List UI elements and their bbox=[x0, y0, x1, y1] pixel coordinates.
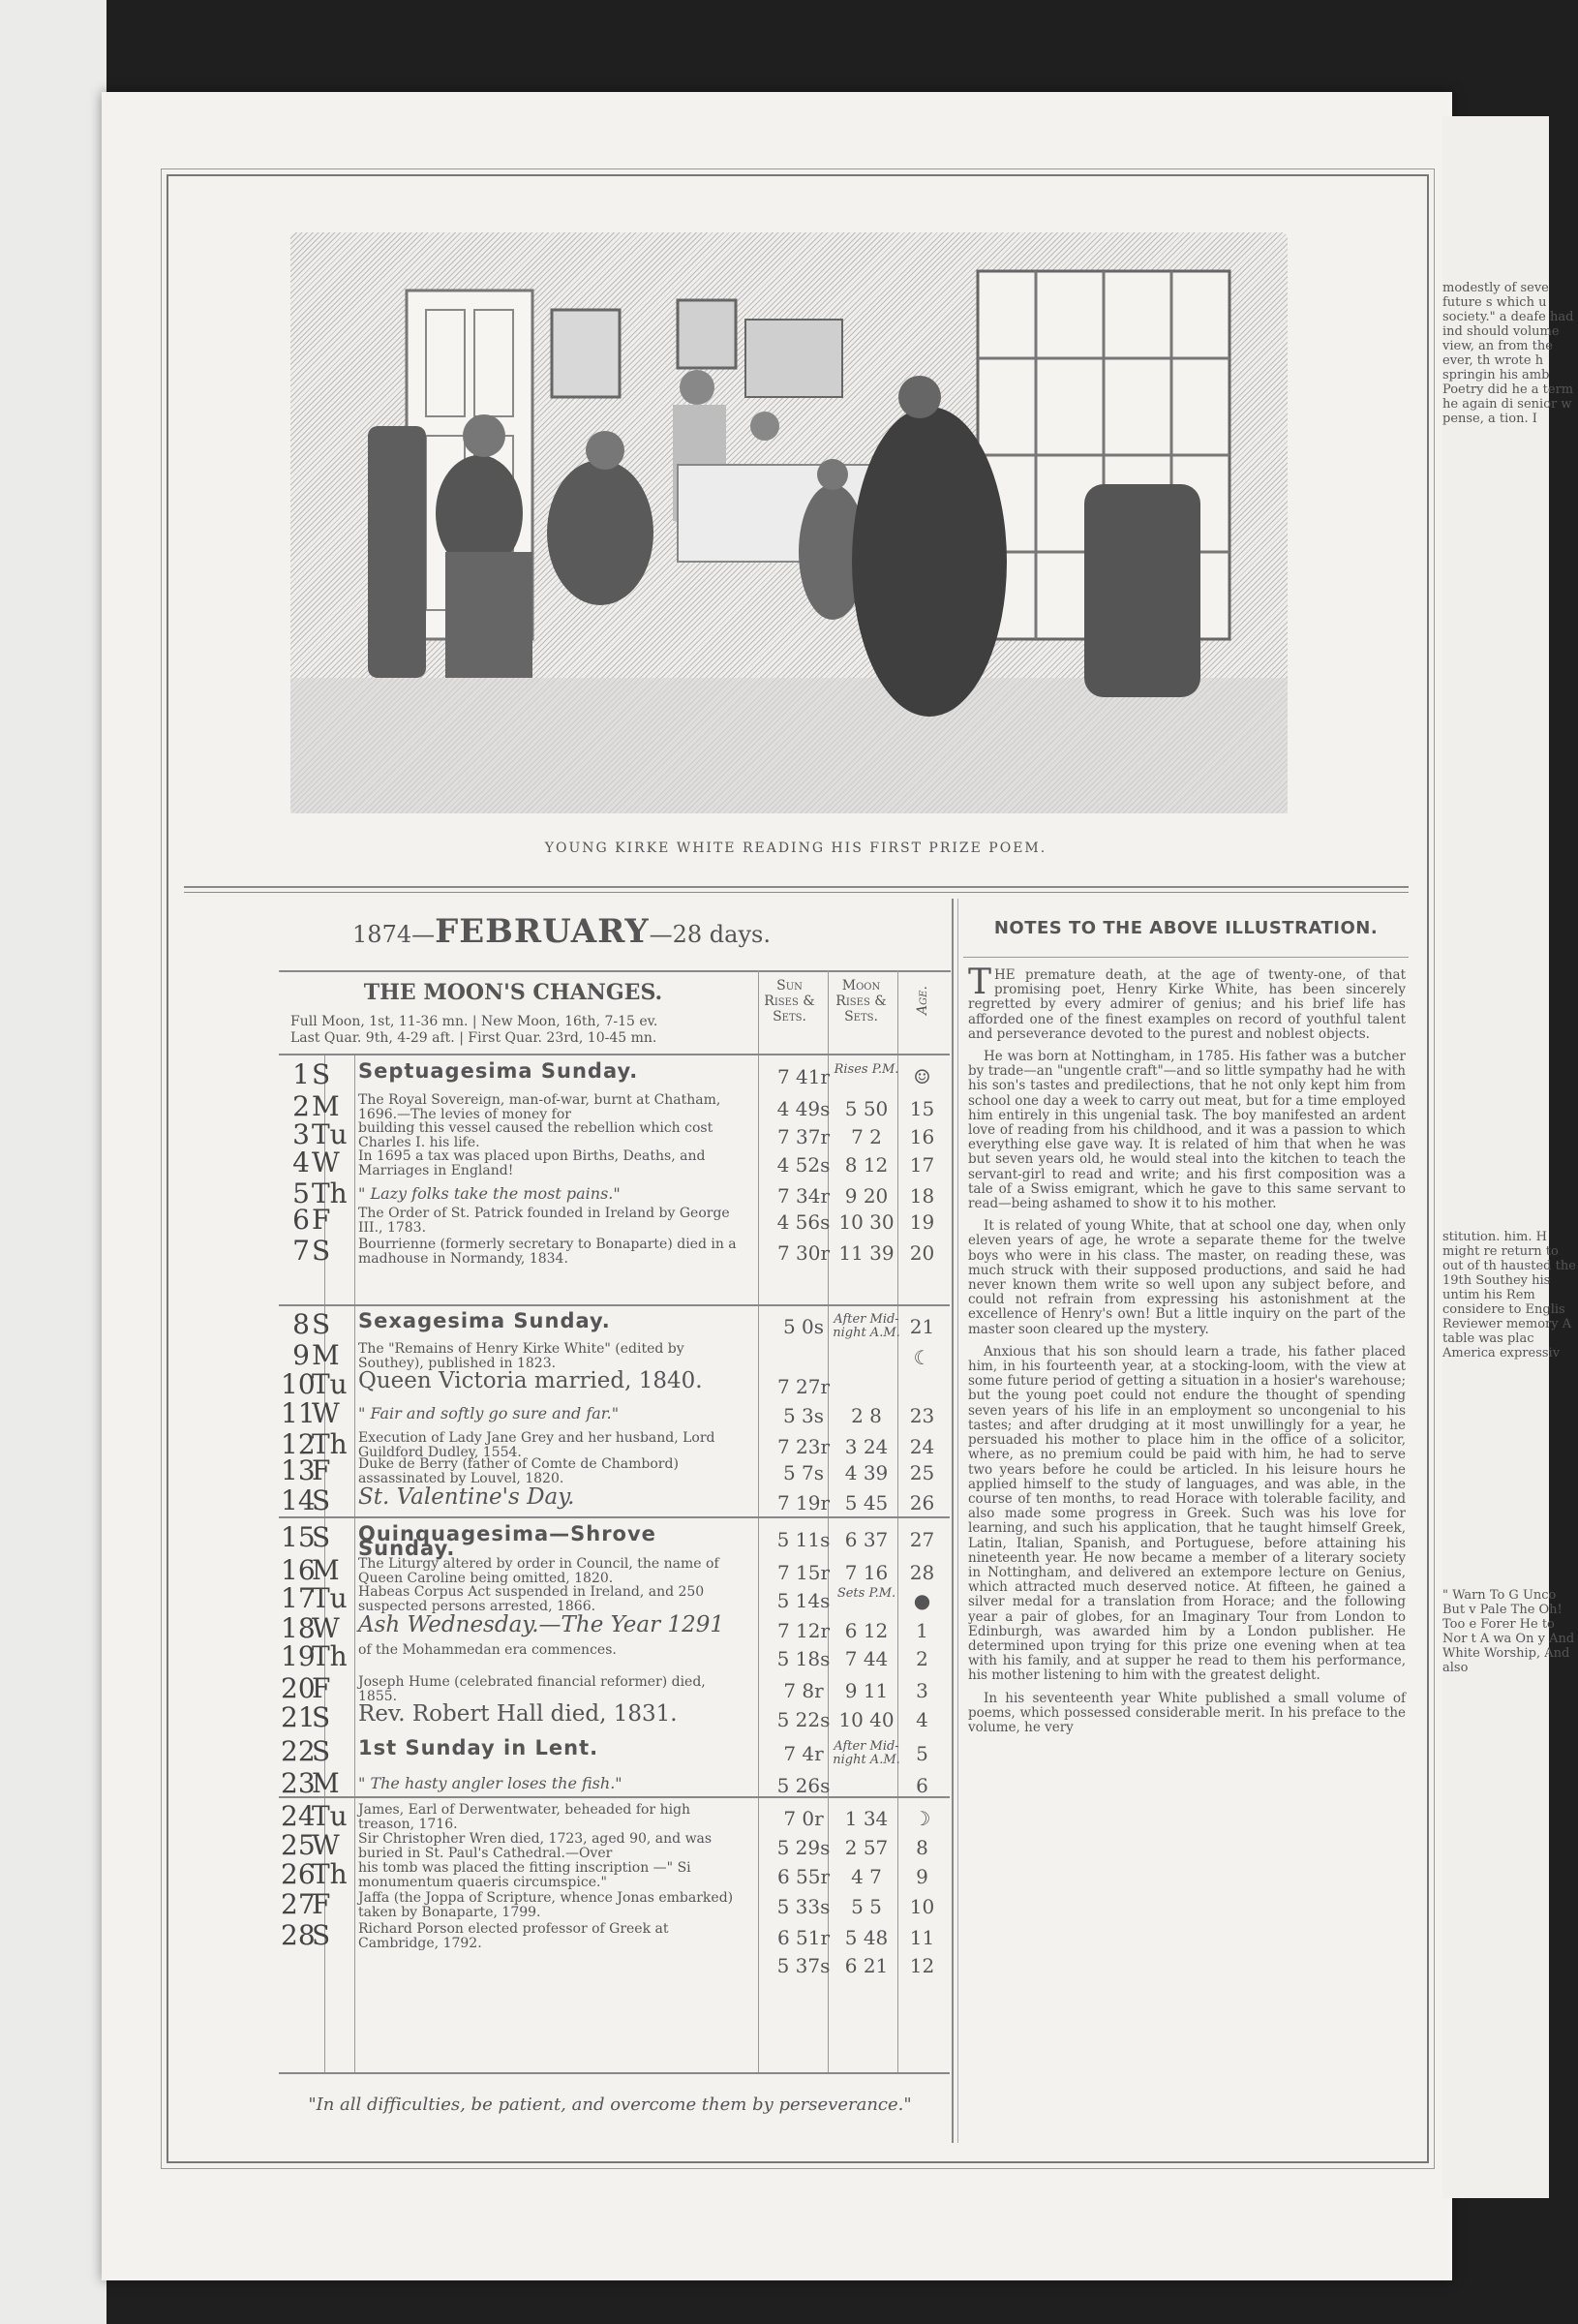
moon-time: 8 12 bbox=[844, 1153, 889, 1177]
event-text: The "Remains of Henry Kirke White" (edited by Southey), published in 1823. bbox=[358, 1341, 684, 1371]
day-number: 6 bbox=[292, 1204, 310, 1236]
calendar-row bbox=[281, 1701, 949, 1733]
moon-age: 25 bbox=[909, 1461, 935, 1484]
calendar-row bbox=[281, 1339, 949, 1371]
sun-time: 5 18s bbox=[776, 1647, 831, 1670]
sun-time: 5 14s bbox=[776, 1589, 831, 1612]
moon-age: 19 bbox=[909, 1210, 935, 1234]
calendar-row bbox=[281, 1858, 949, 1890]
calendar-row bbox=[281, 1829, 949, 1861]
event-text: Sexagesima Sunday. bbox=[358, 1309, 611, 1332]
sun-time: 7 41r bbox=[776, 1065, 831, 1088]
moon-time: 5 48 bbox=[844, 1926, 889, 1949]
moon-age: 28 bbox=[909, 1561, 935, 1584]
notes-paragraph-2: He was born at Nottingham, in 1785. His father was a butcher by trade—an "ungentle craft"—and so little sympathy had he with his son's tastes and predilections, that he not only kept him from school one day a week to carry out meat, but for a time employed him entirely in this ungenial task. The boy manifested an ardent love of reading from his childhood, and it was a passion to which everything else gave way. It is related of him that when he was but seven years old, he would steal into the kitchen to teach the servant-girl to read and write; and his first composition was a tale of a Swiss emigrant, which he gave to this same servant to read—being ashamed to show it to his mother. bbox=[968, 1049, 1406, 1212]
section-rule-thin bbox=[184, 892, 1409, 893]
moon-changes-heading: THE MOON'S CHANGES. bbox=[363, 980, 663, 1005]
column-divider-thin bbox=[957, 899, 958, 2143]
sun-time: 5 33s bbox=[776, 1895, 831, 1918]
sun-time: 7 15r bbox=[776, 1561, 831, 1584]
day-number: 15 bbox=[281, 1521, 316, 1553]
facing-page-text-middle: stitution. him. H might re return to out of th hausted the 19th Southey his untim his Rem considere to Englis Reviewer memory A table was plac America expressiv bbox=[1442, 1230, 1576, 1361]
calendar-motto: "In all difficulties, be patient, and overcome them by perseverance." bbox=[308, 2095, 912, 2115]
day-number: 5 bbox=[292, 1177, 310, 1209]
weekday: S bbox=[312, 1308, 331, 1340]
sun-time: 7 37r bbox=[776, 1125, 831, 1148]
moon-time: 5 5 bbox=[851, 1895, 882, 1918]
moon-age: 1 bbox=[916, 1619, 928, 1642]
weekday: F bbox=[312, 1888, 331, 1920]
moon-time: 9 11 bbox=[844, 1679, 889, 1702]
sun-time: 7 34r bbox=[776, 1184, 831, 1208]
sun-time: 4 52s bbox=[776, 1153, 831, 1177]
notes-text bbox=[968, 963, 1406, 1743]
sun-time: 5 22s bbox=[776, 1708, 831, 1731]
weekday: Tu bbox=[312, 1118, 348, 1150]
section-rule bbox=[184, 886, 1409, 888]
moon-time: 6 21 bbox=[844, 1954, 889, 1977]
day-number: 23 bbox=[281, 1767, 316, 1799]
weekday: Th bbox=[312, 1177, 348, 1209]
event-text: Joseph Hume (celebrated financial reformer) died, 1855. bbox=[358, 1674, 706, 1704]
facing-page-edge bbox=[1442, 116, 1576, 2198]
sun-time: 6 55r bbox=[776, 1865, 831, 1888]
facing-page-text-top: modestly of seve future s which u society." a deafe had ind should volume view, an from the ever, th wrote h springin his amb Poetry did he a term he again di senior w pense, a tion. I bbox=[1442, 281, 1574, 426]
event-text: his tomb was placed the fitting inscription —" Si monumentum quaeris circumspice." bbox=[358, 1860, 691, 1890]
moon-time: 7 44 bbox=[844, 1647, 889, 1670]
day-number: 28 bbox=[281, 1919, 316, 1951]
calendar-row bbox=[281, 1368, 949, 1400]
moon-age: 21 bbox=[909, 1315, 935, 1338]
moon-time: 4 39 bbox=[844, 1461, 889, 1484]
facing-page-text-lower: " Warn To G Unco But v Pale The Oh! Too e Forer He to Nor t A wa On y And White Worship, And also bbox=[1442, 1588, 1575, 1675]
event-text: In 1695 a tax was placed upon Births, Deaths, and Marriages in England! bbox=[358, 1148, 706, 1178]
calendar-row bbox=[281, 1950, 949, 1979]
moon-time: 2 57 bbox=[844, 1836, 889, 1859]
moon-time: 7 16 bbox=[844, 1561, 889, 1584]
event-text: Queen Victoria married, 1840. bbox=[358, 1368, 703, 1393]
day-number: 11 bbox=[281, 1397, 316, 1429]
calendar-row bbox=[281, 1582, 949, 1614]
sun-time: 7 0r bbox=[783, 1807, 824, 1830]
weekday: S bbox=[312, 1058, 331, 1090]
event-text: The Liturgy altered by order in Council, the name of Queen Caroline being omitted, 1820. bbox=[358, 1556, 719, 1586]
age-column-header: Age. bbox=[915, 986, 930, 1015]
day-number: 12 bbox=[281, 1428, 316, 1460]
calendar-row bbox=[281, 1919, 949, 1951]
moon-age: 24 bbox=[909, 1435, 935, 1458]
column-divider bbox=[952, 899, 954, 2143]
sun-time: 7 8r bbox=[783, 1679, 824, 1702]
moon-age: 18 bbox=[909, 1184, 935, 1208]
moon-time: After Mid- night A.M. bbox=[833, 1312, 900, 1340]
moon-age: 23 bbox=[909, 1404, 935, 1427]
moon-age: 20 bbox=[909, 1241, 935, 1265]
moon-column-header: Moon Rises & Sets. bbox=[835, 978, 887, 1024]
moon-time: 4 7 bbox=[851, 1865, 882, 1888]
calendar-row bbox=[281, 1454, 949, 1486]
event-text: St. Valentine's Day. bbox=[358, 1484, 575, 1510]
illustration-caption: YOUNG KIRKE WHITE READING HIS FIRST PRIZE POEM. bbox=[544, 841, 1047, 856]
moon-age: 12 bbox=[909, 1954, 935, 1977]
calendar-days: —28 days. bbox=[649, 921, 771, 948]
notes-paragraph-3: It is related of young White, that at school one day, when only eleven years of age, he wrote a separate theme for the twelve boys who were in his class. The master, on reading these, was much struck with their supposed productions, and said he had never known them write so well upon any subject before, and could not refrain from expressing his astonishment at the excellence of Henry's own! But a little inquiry on the part of the master soon cleared up the mystery. bbox=[968, 1218, 1406, 1337]
day-number: 10 bbox=[281, 1368, 316, 1400]
moon-time: 11 39 bbox=[838, 1241, 895, 1265]
event-text: " The hasty angler loses the fish." bbox=[358, 1774, 622, 1792]
weekday: W bbox=[312, 1612, 340, 1644]
sun-time: 7 27r bbox=[776, 1375, 831, 1398]
weekday: S bbox=[312, 1735, 331, 1767]
event-text: Septuagesima Sunday. bbox=[358, 1059, 639, 1083]
moon-age: ☺ bbox=[913, 1065, 931, 1088]
day-number: 27 bbox=[281, 1888, 316, 1920]
weekday: Tu bbox=[312, 1800, 348, 1832]
day-number: 18 bbox=[281, 1612, 316, 1644]
day-number: 20 bbox=[281, 1672, 316, 1704]
moon-time: Sets P.M. bbox=[836, 1586, 896, 1601]
day-number: 25 bbox=[281, 1829, 316, 1861]
weekday: W bbox=[312, 1397, 340, 1429]
calendar-row bbox=[281, 1118, 949, 1150]
calendar-row bbox=[281, 1612, 949, 1644]
sun-time: 5 29s bbox=[776, 1836, 831, 1859]
moon-age: 11 bbox=[909, 1926, 935, 1949]
sun-time: 4 56s bbox=[776, 1210, 831, 1234]
moon-time: 5 50 bbox=[844, 1097, 889, 1120]
weekday: W bbox=[312, 1829, 340, 1861]
day-number: 8 bbox=[292, 1308, 310, 1340]
day-number: 21 bbox=[281, 1701, 316, 1733]
notes-title: NOTES TO THE ABOVE ILLUSTRATION. bbox=[993, 918, 1379, 938]
weekday: W bbox=[312, 1147, 340, 1178]
moon-age: 17 bbox=[909, 1153, 935, 1177]
moon-time: 5 45 bbox=[844, 1491, 889, 1514]
sun-time: 5 26s bbox=[776, 1774, 831, 1797]
sun-time: 5 7s bbox=[782, 1461, 825, 1484]
calendar-bottom-rule bbox=[279, 2072, 950, 2074]
event-text: " Fair and softly go sure and far." bbox=[358, 1404, 620, 1422]
event-text: of the Mohammedan era commences. bbox=[358, 1642, 617, 1658]
event-text: Ash Wednesday.—The Year 1291 bbox=[358, 1612, 724, 1637]
day-number: 1 bbox=[292, 1058, 310, 1090]
weekday: Th bbox=[312, 1428, 348, 1460]
moon-time: 2 8 bbox=[851, 1404, 882, 1427]
day-number: 24 bbox=[281, 1800, 316, 1832]
moon-age: ☽ bbox=[913, 1807, 931, 1830]
sun-time: 6 51r bbox=[776, 1926, 831, 1949]
calendar-row bbox=[281, 1090, 949, 1122]
calendar-year: 1874— bbox=[352, 921, 436, 948]
calendar-month: FEBRUARY bbox=[435, 912, 650, 951]
weekday: Th bbox=[312, 1640, 348, 1672]
calendar-row bbox=[281, 1640, 949, 1672]
day-number: 16 bbox=[281, 1554, 316, 1586]
scan-background-left bbox=[0, 0, 106, 2324]
day-number: 2 bbox=[292, 1090, 310, 1122]
week-rule-2 bbox=[279, 1304, 950, 1306]
notes-paragraph-5: In his seventeenth year White published a small volume of poems, which possessed considerable merit. In his preface to the volume, he very bbox=[968, 1690, 1406, 1735]
moon-age: 4 bbox=[916, 1708, 928, 1731]
sun-time: 7 4r bbox=[783, 1742, 824, 1765]
moon-time: Rises P.M. bbox=[834, 1062, 899, 1077]
moon-age: 6 bbox=[916, 1774, 928, 1797]
event-text: Execution of Lady Jane Grey and her husband, Lord Guildford Dudley, 1554. bbox=[358, 1430, 715, 1460]
event-text: Duke de Berry (father of Comte de Chambord) assassinated by Louvel, 1820. bbox=[358, 1456, 679, 1486]
moon-time: 1 34 bbox=[844, 1807, 889, 1830]
day-number: 26 bbox=[281, 1858, 316, 1890]
sun-time: 5 3s bbox=[782, 1404, 825, 1427]
moon-age: 16 bbox=[909, 1125, 935, 1148]
calendar-table-top-rule bbox=[279, 970, 951, 972]
moon-time: 3 24 bbox=[844, 1435, 889, 1458]
event-text: The Royal Sovereign, man-of-war, burnt at Chatham, 1696.—The levies of money for bbox=[358, 1092, 721, 1122]
moon-age: 15 bbox=[909, 1097, 935, 1120]
event-text: 1st Sunday in Lent. bbox=[358, 1736, 599, 1759]
sun-time: 7 23r bbox=[776, 1435, 831, 1458]
notes-paragraph-1: THE premature death, at the age of twenty-one, of that promising poet, Henry Kirke White, has been sincerely regretted by every admirer of genius; and his brief life has afforded one of the finest examples on record of youthful talent and perseverance devoted to the purest and noblest objects. bbox=[968, 963, 1406, 1042]
weekday: M bbox=[312, 1339, 340, 1371]
event-text: building this vessel caused the rebellion which cost Charles I. his life. bbox=[358, 1120, 713, 1150]
weekday: F bbox=[312, 1204, 331, 1236]
event-text: Rev. Robert Hall died, 1831. bbox=[358, 1701, 678, 1727]
moon-age: 10 bbox=[909, 1895, 935, 1918]
calendar-row bbox=[281, 1397, 949, 1429]
day-number: 22 bbox=[281, 1735, 316, 1767]
notes-paragraph-4: Anxious that his son should learn a trade, his father placed him, in his fourteenth year, at a stocking-loom, with the view at some future period of getting a situation in a hosier's warehouse; but the young poet could not endure the thought of spending seven years of his life in an employment so uncongenial to his tastes; and after drudging at it most unwillingly for a year, he persuaded his mother to place him in the office of a solicitor, where, as no premium could be paid with him, he had to serve two years before he could be articled. In his leisure hours he applied himself to the study of languages, and was able, in the course of ten months, to read Horace with tolerable facility, and also made some progress in Greek. Such was his love for learning, and such his application, that he taught himself Greek, Latin, Italian, Spanish, and Portuguese, before attaining his nineteenth year. He now became a member of a literary society in Nottingham, and delivered an extempore lecture on Genius, which attracted much deserved notice. At fifteen, he gained a silver medal for a translation from Horace; and the following year a pair of globes, for an Imaginary Tour from London to Edinburgh, was awarded him by a London publisher. He determined upon trying for this prize one evening when at tea with his family, and at supper he read to them his performance, his mother listening to him with the greatest delight. bbox=[968, 1343, 1406, 1684]
calendar-row bbox=[281, 1521, 949, 1560]
moon-time: 6 37 bbox=[844, 1528, 889, 1551]
day-number: 9 bbox=[292, 1339, 310, 1371]
week-rule-1 bbox=[279, 1054, 950, 1055]
moon-age: 2 bbox=[916, 1647, 928, 1670]
moon-age: 9 bbox=[916, 1865, 928, 1888]
weekday: Tu bbox=[312, 1368, 348, 1400]
weekday: F bbox=[312, 1672, 331, 1704]
calendar-row bbox=[281, 1484, 949, 1516]
calendar-row bbox=[281, 1058, 949, 1090]
calendar-row bbox=[281, 1800, 949, 1832]
week-rule-3 bbox=[279, 1516, 950, 1518]
sun-time: 7 12r bbox=[776, 1619, 831, 1642]
weekday: S bbox=[312, 1919, 331, 1951]
sun-time: 5 0s bbox=[782, 1315, 825, 1338]
moon-age: 27 bbox=[909, 1528, 935, 1551]
moon-age: 3 bbox=[916, 1679, 928, 1702]
weekday: S bbox=[312, 1484, 331, 1516]
calendar-row bbox=[281, 1672, 949, 1704]
day-number: 19 bbox=[281, 1640, 316, 1672]
moon-age: 26 bbox=[909, 1491, 935, 1514]
weekday: S bbox=[312, 1235, 331, 1267]
calendar-row bbox=[281, 1554, 949, 1586]
calendar-row bbox=[281, 1204, 949, 1236]
weekday: M bbox=[312, 1090, 340, 1122]
moon-time: 9 20 bbox=[844, 1184, 889, 1208]
family-reading-scene-image bbox=[290, 232, 1288, 813]
moon-age: ● bbox=[913, 1589, 931, 1612]
event-text: The Order of St. Patrick founded in Ireland by George III., 1783. bbox=[358, 1206, 730, 1236]
moon-time: 10 40 bbox=[838, 1708, 895, 1731]
weekday: Th bbox=[312, 1858, 348, 1890]
moon-time: 6 12 bbox=[844, 1619, 889, 1642]
day-number: 4 bbox=[292, 1147, 310, 1178]
event-text: James, Earl of Derwentwater, beheaded for high treason, 1716. bbox=[358, 1802, 691, 1832]
calendar-row bbox=[281, 1735, 949, 1767]
sun-time: 4 49s bbox=[776, 1097, 831, 1120]
moon-changes-line-2: Last Quar. 9th, 4-29 aft. | First Quar. 23rd, 10-45 mn. bbox=[290, 1030, 657, 1046]
calendar-row bbox=[281, 1235, 949, 1267]
day-number: 14 bbox=[281, 1484, 316, 1516]
moon-age: ☾ bbox=[913, 1346, 931, 1369]
day-number: 3 bbox=[292, 1118, 310, 1150]
moon-time: 7 2 bbox=[851, 1125, 882, 1148]
sun-time: 5 11s bbox=[776, 1528, 831, 1551]
weekday: Tu bbox=[312, 1582, 348, 1614]
sun-time: 7 19r bbox=[776, 1491, 831, 1514]
calendar-row bbox=[281, 1767, 949, 1799]
event-text: Sir Christopher Wren died, 1723, aged 90, and was buried in St. Paul's Cathedral.—Over bbox=[358, 1831, 713, 1861]
weekday: M bbox=[312, 1554, 340, 1586]
calendar-title bbox=[184, 912, 939, 951]
calendar-row bbox=[281, 1888, 949, 1920]
day-number: 13 bbox=[281, 1454, 316, 1486]
weekday: S bbox=[312, 1521, 331, 1553]
event-text: Richard Porson elected professor of Greek at Cambridge, 1792. bbox=[358, 1921, 669, 1951]
moon-changes-line-1: Full Moon, 1st, 11-36 mn. | New Moon, 16th, 7-15 ev. bbox=[290, 1014, 658, 1029]
sun-column-header: Sun Rises & Sets. bbox=[764, 978, 815, 1024]
calendar-row bbox=[281, 1149, 949, 1178]
engraving-illustration bbox=[290, 232, 1288, 813]
event-text: Quinquagesima—Shrove Sunday. bbox=[358, 1522, 656, 1560]
calendar-row bbox=[281, 1308, 949, 1340]
drop-cap: T bbox=[968, 963, 992, 1002]
moon-time: 10 30 bbox=[838, 1210, 895, 1234]
event-text: Bourrienne (formerly secretary to Bonaparte) died in a madhouse in Normandy, 1834. bbox=[358, 1237, 737, 1267]
day-number: 7 bbox=[292, 1235, 310, 1267]
event-text: Jaffa (the Joppa of Scripture, whence Jonas embarked) taken by Bonaparte, 1799. bbox=[358, 1890, 734, 1920]
day-number: 17 bbox=[281, 1582, 316, 1614]
event-text: " Lazy folks take the most pains." bbox=[358, 1184, 621, 1203]
sun-time: 5 37s bbox=[776, 1954, 831, 1977]
moon-age: 8 bbox=[916, 1836, 928, 1859]
moon-age: 5 bbox=[916, 1742, 928, 1765]
weekday: M bbox=[312, 1767, 340, 1799]
event-text: Habeas Corpus Act suspended in Ireland, and 250 suspected persons arrested, 1866. bbox=[358, 1584, 705, 1614]
notes-title-rule bbox=[963, 957, 1409, 958]
weekday: S bbox=[312, 1701, 331, 1733]
moon-time: After Mid- night A.M. bbox=[833, 1739, 900, 1767]
sun-time: 7 30r bbox=[776, 1241, 831, 1265]
weekday: F bbox=[312, 1454, 331, 1486]
